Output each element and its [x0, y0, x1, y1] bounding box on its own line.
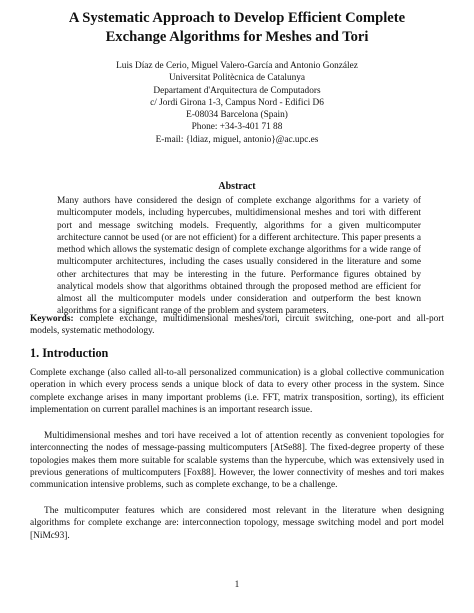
affiliation-department: Departament d'Arquitectura de Computadors	[153, 85, 321, 96]
keywords	[30, 313, 444, 338]
affiliation-university: Universitat Politècnica de Catalunya	[168, 73, 306, 84]
affiliation-address: c/ Jordi Girona 1-3, Campus Nord - Edifici D6	[150, 97, 324, 108]
title-line-1: A Systematic Approach to Develop Efficient Complete	[68, 10, 406, 26]
abstract-heading: Abstract	[218, 181, 256, 192]
affiliation-city: E-08034 Barcelona (Spain)	[186, 110, 288, 121]
author-names: Luis Díaz de Cerio, Miguel Valero-García and Antonio González	[116, 61, 358, 71]
keywords-text: complete exchange, multidimensional meshes/tori, circuit switching, one-port and all-port models, systematic methodology.	[30, 314, 444, 337]
paper-title	[40, 9, 434, 47]
title-line-2: Exchange Algorithms for Meshes and Tori	[105, 29, 369, 45]
intro-paragraph-3: The multicomputer features which are considered most relevant in the literature when designing algorithms for complete exchange are: interconnection topology, message switching model and port model [NiMc93].	[30, 506, 444, 541]
abstract-body: Many authors have considered the design of complete exchange algorithms for a variety of multicomputer models, including hypercubes, multidimensional meshes and tori with different port and message switching models. Frequently, algorithms for a given multicomputer architecture cannot be used (or are not efficient) for a different architecture. This paper presents a method which allows the systematic design of complete exchange algorithms for a wide range of multicomputer architectures, including the cases usually considered in the literature and some other architectures that may be interesting in the future. Performance figures obtained by analytical models show that algorithms obtained through the proposed method are efficient for almost all the multicomputer models under consideration and outperform the best known algorithms for a significant range of the problem and system parameters.	[57, 196, 421, 317]
intro-paragraph-2: Multidimensional meshes and tori have received a lot of attention recently as convenient topologies for interconnecting the nodes of message-passing multicomputers [AtSe88]. The fixed-degree property of these topologies makes them more suitable for scalable systems than the hypercube, which was extensively used in previous generations of multicomputers [Fox88]. However, the lower connectivity of meshes and tori makes communication intensive problems, such as complete exchange, to be a challenge.	[30, 431, 444, 490]
page-number: 1	[234, 580, 240, 590]
contact-email: E-mail: {ldiaz, miguel, antonio}@ac.upc.es	[155, 134, 319, 145]
intro-paragraph-1: Complete exchange (also called all-to-all personalized communication) is a global collective communication operation in which every process sends a unique block of data to every other process in the system. Since complete exchange arises in many important problems (i.e. FFT, matrix transposition, sorting), its efficient implementation on current parallel machines is an important research issue.	[30, 368, 444, 415]
section-heading-introduction: 1. Introduction	[30, 346, 109, 360]
contact-phone: Phone: +34-3-401 71 88	[191, 122, 283, 133]
keywords-label: Keywords:	[30, 314, 74, 324]
author-block	[60, 60, 414, 146]
